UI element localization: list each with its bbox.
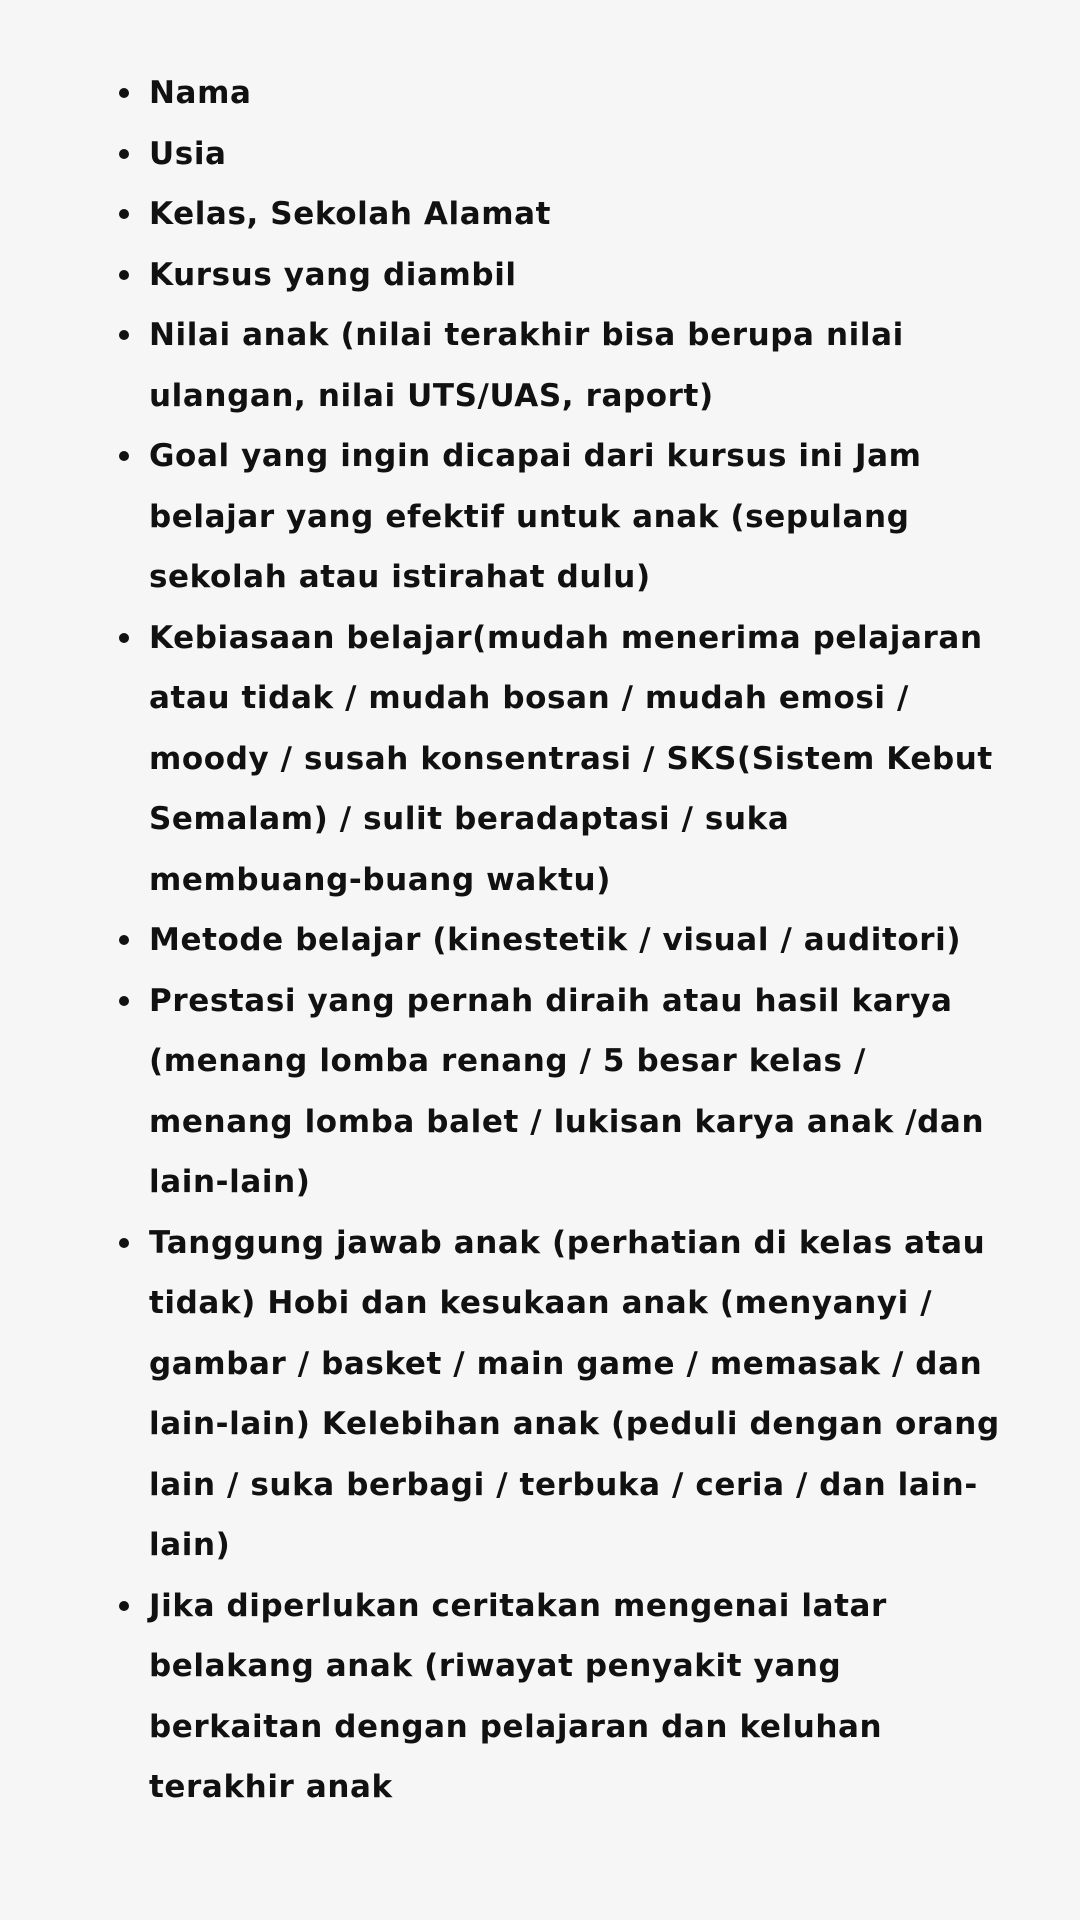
list-item-goal	[149, 426, 1010, 608]
list-item-nilai-anak	[149, 305, 1010, 426]
bullet-icon	[119, 270, 129, 280]
bullet-icon	[119, 149, 129, 159]
list-item-nama	[149, 63, 1010, 124]
list-item-kebiasaan-belajar	[149, 608, 1010, 911]
bullet-icon	[119, 1601, 129, 1611]
list-item-latar-belakang	[149, 1576, 1010, 1818]
list-item-text: Kursus yang diambil	[149, 256, 517, 293]
bullet-icon	[119, 209, 129, 219]
bullet-icon	[119, 88, 129, 98]
list-item-text: Nama	[149, 75, 252, 111]
list-item-text: Jika diperlukan ceritakan mengenai latar belakang anak (riwayat penyakit yang berkaitan dengan pelajaran dan keluhan terakhir anak	[149, 1587, 887, 1805]
list-item-text: Goal yang ingin dicapai dari kursus ini Jam belajar yang efektif untuk anak (sepulang sekolah atau istirahat dulu)	[149, 438, 922, 595]
list-item-text: Tanggung jawab anak (perhatian di kelas atau tidak) Hobi dan kesukaan anak (menyanyi / gambar / basket / main game / memasak / dan lain-lain) Kelebihan anak (peduli dengan orang lain / suka berbagi / terbuka / ceria / dan lain-lain)	[149, 1224, 1000, 1563]
list-item-text: Usia	[149, 135, 227, 172]
list-item-kelas-sekolah-alamat	[149, 184, 1010, 245]
list-item-prestasi	[149, 971, 1010, 1213]
bullet-icon	[119, 1238, 129, 1248]
list-item-text: Metode belajar (kinestetik / visual / auditori)	[149, 922, 962, 958]
list-item-kursus	[149, 245, 1010, 306]
bullet-icon	[119, 330, 129, 340]
list-item-text: Prestasi yang pernah diraih atau hasil karya (menang lomba renang / 5 besar kelas / menang lomba balet / lukisan karya anak /dan lain-lain)	[149, 982, 985, 1200]
list-item-text: Kebiasaan belajar(mudah menerima pelajaran atau tidak / mudah bosan / mudah emosi / moody / susah konsentrasi / SKS(Sistem Kebut Semalam) / sulit beradaptasi / suka membuang-buang waktu)	[149, 619, 993, 898]
list-item-text: Kelas, Sekolah Alamat	[149, 196, 552, 232]
list-item-usia	[149, 124, 1010, 185]
requirements-list	[149, 63, 1010, 1818]
list-item-tanggung-jawab	[149, 1213, 1010, 1576]
bullet-icon	[119, 633, 129, 643]
list-item-metode-belajar	[149, 910, 1010, 971]
bullet-icon	[119, 935, 129, 945]
bullet-icon	[119, 451, 129, 461]
bullet-icon	[119, 996, 129, 1006]
list-item-text: Nilai anak (nilai terakhir bisa berupa nilai ulangan, nilai UTS/UAS, raport)	[149, 317, 904, 414]
